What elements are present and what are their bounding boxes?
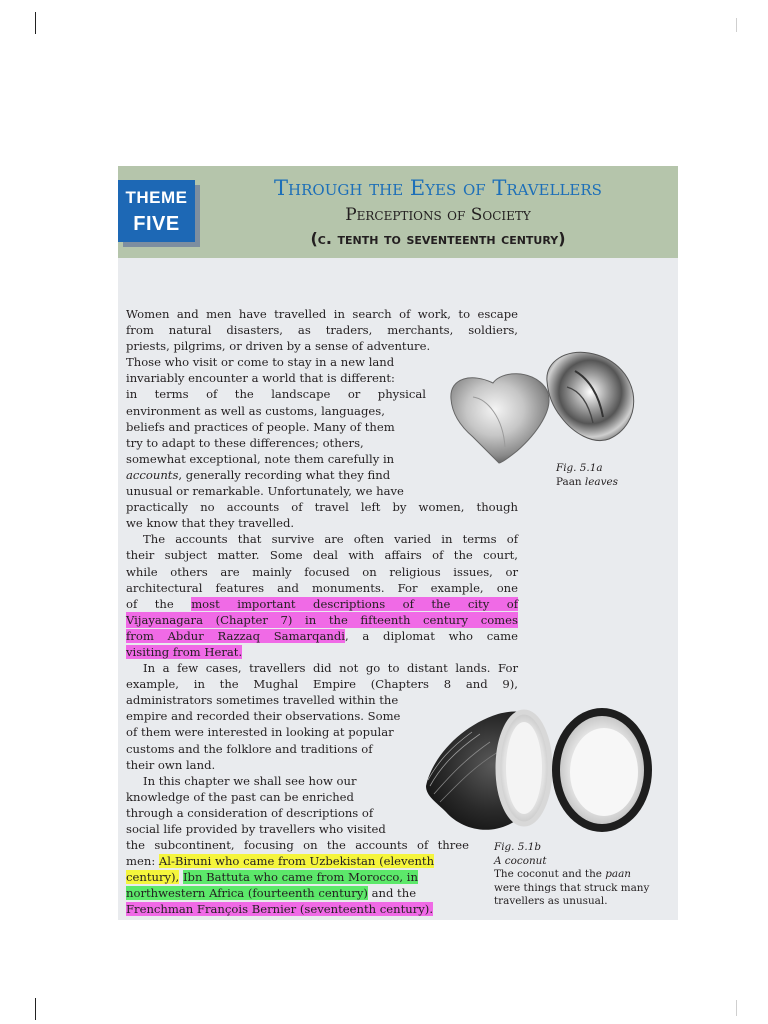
body-line: social life provided by travellers who visited <box>126 822 386 836</box>
body-line: their own land. <box>126 757 216 772</box>
highlight: Ibn Battuta who came from Morocco, in <box>182 870 418 885</box>
crop-mark-bottom-right <box>736 1000 737 1016</box>
body-line: environment as well as customs, languages, <box>126 403 385 418</box>
figure-text-5-1b-line2: were things that struck many <box>494 881 650 894</box>
highlight: most important descriptions of the city of <box>191 596 518 611</box>
body-text <box>126 306 518 918</box>
body-line: their subject matter. Some deal with affairs of the court, <box>126 548 518 563</box>
body-line: architectural features and monuments. For example, one <box>126 580 518 595</box>
body-line: of the most important descriptions of the city of <box>126 596 518 611</box>
figure-label-5-1b: Fig. 5.1b <box>494 841 541 853</box>
chapter-titles <box>203 166 673 250</box>
body-line: empire and recorded their observations. Some <box>126 709 401 724</box>
body-line: the subcontinent, focusing on the accounts of three <box>126 838 469 853</box>
body-line: beliefs and practices of people. Many of them <box>126 419 395 434</box>
body-line: from Abdur Razzaq Samarqandi, a diplomat who came <box>126 628 518 643</box>
body-line: administrators sometimes travelled within the <box>126 693 399 708</box>
body-line: try to adapt to these differences; others, <box>126 435 364 450</box>
body-line: while others are mainly focused on religious issues, or <box>126 564 518 579</box>
highlight: Al-Biruni who came from Uzbekistan (eleventh <box>158 854 435 869</box>
crop-mark-top-left <box>35 12 36 34</box>
body-line: somewhat exceptional, note them carefully in <box>126 451 395 466</box>
highlight: northwestern Africa (fourteenth century) <box>126 886 368 901</box>
body-line: through a consideration of descriptions of <box>126 805 374 820</box>
theme-label: THEME <box>125 188 188 207</box>
body-line <box>126 901 518 917</box>
body-line: visiting from Herat. <box>126 644 243 659</box>
highlight: Herat <box>204 644 239 659</box>
figure-title-5-1b: A coconut <box>494 854 547 867</box>
figure-text-5-1a: Paan leaves <box>556 475 618 488</box>
chapter-subtitle: Perceptions of Society <box>345 205 531 225</box>
body-line: men: Al-Biruni who came from Uzbekistan (eleventh <box>126 854 435 869</box>
figure-caption-paan <box>556 462 618 489</box>
chapter-period: (c. tenth to seventeenth century) <box>310 229 566 248</box>
body-line: Women and men have travelled in search of work, to escape <box>126 307 518 321</box>
figure-text-5-1b-line1: The coconut and the paan <box>494 868 631 880</box>
highlight: Vijayanagara (Chapter 7) in the fifteenth century comes <box>126 612 518 627</box>
body-line: invariably encounter a world that is different: <box>126 371 395 386</box>
chapter-header <box>118 166 678 258</box>
theme-badge <box>118 180 195 242</box>
body-line: priests, pilgrims, or driven by a sense of adventure. <box>126 339 431 354</box>
highlight: Abdur Razzaq Samarqandi <box>167 628 345 643</box>
body-line <box>126 869 518 885</box>
body-line: in terms of the landscape or physical <box>126 387 426 402</box>
body-line: unusual or remarkable. Unfortunately, we have <box>126 484 404 499</box>
figure-label-5-1a: Fig. 5.1a <box>556 462 603 474</box>
figure-text-5-1b-line3: travellers as unusual. <box>494 895 608 907</box>
body-line: In a few cases, travellers did not go to distant lands. For <box>143 661 518 676</box>
body-line: we know that they travelled. <box>126 516 295 531</box>
highlight: century), <box>126 870 180 885</box>
body-line: accounts, generally recording what they find <box>126 467 391 482</box>
body-line: example, in the Mughal Empire (Chapters 8 and 9), <box>126 677 518 692</box>
accounts-term: accounts <box>126 467 179 482</box>
body-line: of them were interested in looking at popular <box>126 725 394 740</box>
body-line: Those who visit or come to stay in a new land <box>126 355 395 370</box>
body-line: from natural disasters, as traders, merchants, soldiers, <box>126 323 518 338</box>
crop-mark-top-right <box>736 18 737 32</box>
body-line: knowledge of the past can be enriched <box>126 789 354 804</box>
body-line: customs and the folklore and traditions of <box>126 741 373 756</box>
body-line: The accounts that survive are often varied in terms of <box>143 532 518 547</box>
body-line: northwestern Africa (fourteenth century) and the <box>126 886 417 901</box>
body-line: practically no accounts of travel left by women, though <box>126 500 518 515</box>
body-line: In this chapter we shall see how our <box>143 773 357 788</box>
crop-mark-bottom-left <box>35 998 36 1020</box>
chapter-title: Through the Eyes of Travellers <box>274 176 602 200</box>
theme-number: FIVE <box>133 213 180 235</box>
highlight: Frenchman François Bernier (seventeenth century). <box>126 902 434 917</box>
